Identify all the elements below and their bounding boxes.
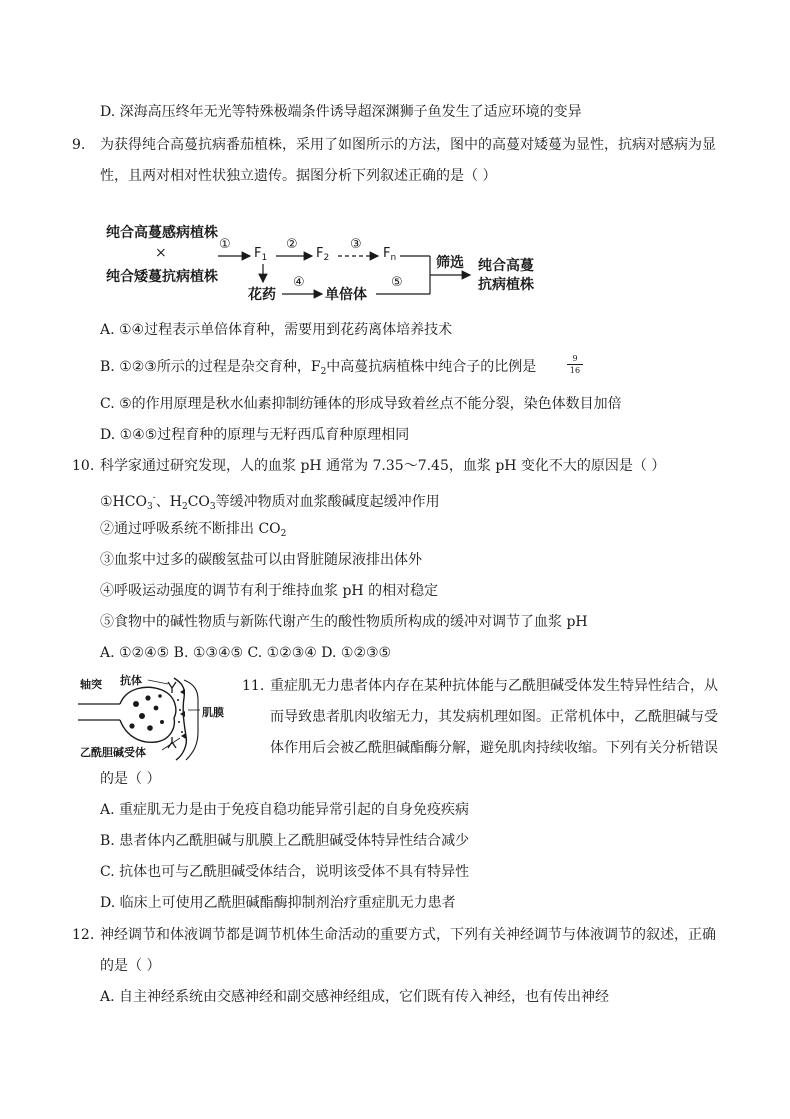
f2-label: $F_2$ bbox=[316, 246, 330, 263]
q12-stem-line2: 的是（ ） bbox=[100, 958, 161, 974]
q9-number: 9. bbox=[72, 137, 86, 153]
synapse-figure bbox=[76, 670, 236, 762]
q8-option-d: D. 深海高压终年无光等特殊极端条件诱导超深渊狮子鱼发生了适应环境的变异 bbox=[100, 104, 582, 120]
parent2-label: 纯合矮蔓抗病植株 bbox=[106, 269, 218, 285]
screen-label: 筛选 bbox=[436, 255, 464, 271]
q9-option-a: A. ①④过程表示单倍体育种，需要用到花药离体培养技术 bbox=[100, 322, 453, 338]
q11-stem-line3: 体作用后会被乙酰胆碱酯酶分解，避免肌肉持续收缩。下列有关分析错误 bbox=[270, 740, 718, 756]
breeding-diagram bbox=[100, 218, 560, 308]
q10-item1: $①HCO_3^-$、$H_2CO_3$等缓冲物质对血浆酸碱度起缓冲作用 bbox=[100, 493, 440, 512]
anther-label: 花药 bbox=[248, 287, 276, 303]
q9-option-c: C. ⑤的作用原理是秋水仙素抑制纺锤体的形成导致着丝点不能分裂，染色体数目加倍 bbox=[100, 396, 622, 412]
q12-option-a: A. 自主神经系统由交感神经和副交感神经组成，它们既有传入神经，也有传出神经 bbox=[100, 989, 610, 1005]
q10-number: 10. bbox=[72, 458, 95, 474]
q9-stem-line1: 为获得纯合高蔓抗病番茄植株，采用了如图所示的方法，图中的高蔓对矮蔓为显性，抗病对感病为显 bbox=[100, 137, 716, 153]
parent1-label: 纯合高蔓感病植株 bbox=[106, 225, 218, 241]
q10-item3: ③血浆中过多的碳酸氢盐可以由肾脏随尿液排出体外 bbox=[100, 552, 422, 568]
q11-option-c: C. 抗体也可与乙酰胆碱受体结合，说明该受体不具有特异性 bbox=[100, 864, 470, 880]
step4-label: ④ bbox=[293, 275, 305, 290]
step2-label: ② bbox=[286, 237, 298, 252]
haploid-label: 单倍体 bbox=[325, 287, 367, 303]
q10-item5: ⑤食物中的碱性物质与新陈代谢产生的酸性物质所构成的缓冲对调节了血浆 pH bbox=[100, 614, 588, 630]
result-line2: 抗病植株 bbox=[478, 277, 534, 293]
q10-item2: ②通过呼吸系统不断排出 $CO_2$ bbox=[100, 521, 287, 539]
step1-label: ① bbox=[219, 237, 231, 252]
q9-option-d: D. ①④⑤过程育种的原理与无籽西瓜育种原理相同 bbox=[100, 427, 410, 443]
q12-number: 12. bbox=[72, 927, 95, 943]
q11-option-a: A. 重症肌无力是由于免疫自稳功能异常引起的自身免疫疾病 bbox=[100, 802, 470, 818]
q10-stem: 科学家通过研究发现，人的血浆 pH 通常为 7.35～7.45，血浆 pH 变化不大的原因是（ ） bbox=[100, 458, 666, 474]
q11-stem-line2: 而导致患者肌肉收缩无力，其发病机理如图。正常机体中，乙酰胆碱与受 bbox=[270, 709, 718, 725]
q11-stem-line4: 的是（ ） bbox=[100, 771, 161, 787]
q11-stem-line1: 重症肌无力患者体内存在某种抗体能与乙酰胆碱受体发生特异性结合，从 bbox=[270, 678, 718, 694]
q11-option-b: B. 患者体内乙酰胆碱与肌膜上乙酰胆碱受体特异性结合减少 bbox=[100, 833, 470, 849]
axon-label: 轴突 bbox=[80, 678, 102, 691]
q10-item4: ④呼吸运动强度的调节有利于维持血浆 pH 的相对稳定 bbox=[100, 583, 439, 599]
antibody-label: 抗体 bbox=[120, 674, 142, 687]
q11-number: 11. bbox=[242, 678, 265, 694]
q11-option-d: D. 临床上可使用乙酰胆碱酯酶抑制剂治疗重症肌无力患者 bbox=[100, 895, 456, 911]
result-line1: 纯合高蔓 bbox=[478, 258, 534, 274]
q12-stem-line1: 神经调节和体液调节都是调节机体生命活动的重要方式，下列有关神经调节与体液调节的叙述，正确 bbox=[100, 927, 716, 943]
step5-label: ⑤ bbox=[391, 275, 403, 290]
q9-fraction: 9 16 bbox=[567, 354, 583, 375]
q9-stem-line2: 性，且两对相对性状独立遗传。据图分析下列叙述正确的是（ ） bbox=[100, 168, 497, 184]
step3-label: ③ bbox=[350, 237, 362, 252]
f1-label: $F_1$ bbox=[254, 246, 268, 263]
membrane-label: 肌膜 bbox=[202, 706, 224, 719]
receptor-label: 乙酰胆碱受体 bbox=[80, 746, 146, 759]
cross-symbol: × bbox=[155, 245, 167, 261]
q10-options: A. ①②④⑤ B. ①③④⑤ C. ①②③④ D. ①②③⑤ bbox=[100, 645, 392, 661]
q9-option-b: B. ①②③所示的过程是杂交育种，$F_2$中高蔓抗病植株中纯合子的比例是 bbox=[100, 359, 537, 377]
fn-label: $F_n$ bbox=[383, 246, 397, 263]
